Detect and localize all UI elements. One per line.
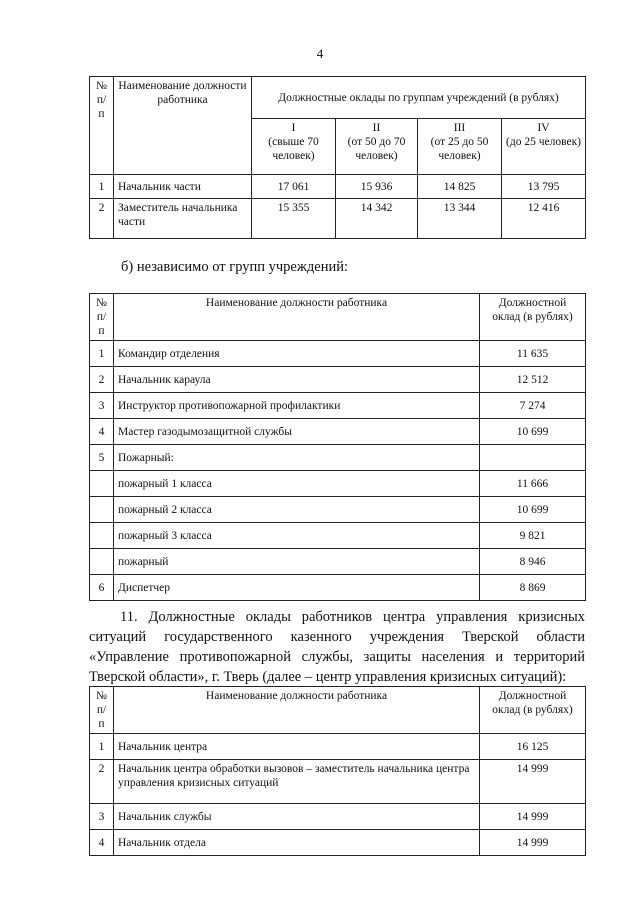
table-row: 2 Заместитель начальника части 15 355 14 342 13 344 12 416 <box>90 199 586 239</box>
table-row: пожарный 3 класса 9 821 <box>90 523 586 549</box>
group-header: II (от 50 до 70 человек) <box>336 119 418 175</box>
page-number: 4 <box>316 46 324 61</box>
salary-independent-table <box>89 293 586 601</box>
header-num: № п/п <box>90 687 114 734</box>
header-groups: Должностные оклады по группам учреждений (в рублях) <box>252 77 586 119</box>
table-row: 4 Мастер газодымозащитной службы 10 699 <box>90 419 586 445</box>
group-header: IV (до 25 человек) <box>502 119 586 175</box>
group-header: III (от 25 до 50 человек) <box>418 119 502 175</box>
header-position: Наименование должности работника <box>114 687 480 734</box>
table-row: 1 Командир отделения 11 635 <box>90 341 586 367</box>
salary-by-group-table <box>89 76 586 239</box>
table-row: пожарный 8 946 <box>90 549 586 575</box>
table-row: 2 Начальник центра обработки вызовов – заместитель начальника центра управления кризисных ситуаций 14 999 <box>90 760 586 804</box>
subheading: б) независимо от групп учреждений: <box>121 259 349 275</box>
header-num: № п/п <box>90 294 114 341</box>
table-row: 4 Начальник отдела 14 999 <box>90 830 586 856</box>
group-header: I (свыше 70 человек) <box>252 119 336 175</box>
table-row: 6 Диспетчер 8 869 <box>90 575 586 601</box>
header-salary: Должностной оклад (в рублях) <box>480 294 586 341</box>
header-position: Наименование должности работника <box>114 77 252 175</box>
section-11-paragraph: 11. Должностные оклады работников центра управления кризисных ситуаций государственного казенного учреждения Тверской области «Управление противопожарной службы, защиты населения и территорий Тверской области», г. Тверь (далее – центр управления кризисных ситуаций): <box>89 609 585 685</box>
table-row: 1 Начальник центра 16 125 <box>90 734 586 760</box>
header-position: Наименование должности работника <box>114 294 480 341</box>
header-salary: Должностной оклад (в рублях) <box>480 687 586 734</box>
table-row: пожарный 1 класса 11 666 <box>90 471 586 497</box>
table-row: пожарный 2 класса 10 699 <box>90 497 586 523</box>
table-row: 3 Начальник службы 14 999 <box>90 804 586 830</box>
table-row: 5 Пожарный: <box>90 445 586 471</box>
table-row: 3 Инструктор противопожарной профилактики 7 274 <box>90 393 586 419</box>
header-num: № п/п <box>90 77 114 175</box>
table-row: 2 Начальник караула 12 512 <box>90 367 586 393</box>
table-row: 1 Начальник части 17 061 15 936 14 825 13 795 <box>90 175 586 199</box>
crisis-center-salary-table <box>89 686 586 856</box>
